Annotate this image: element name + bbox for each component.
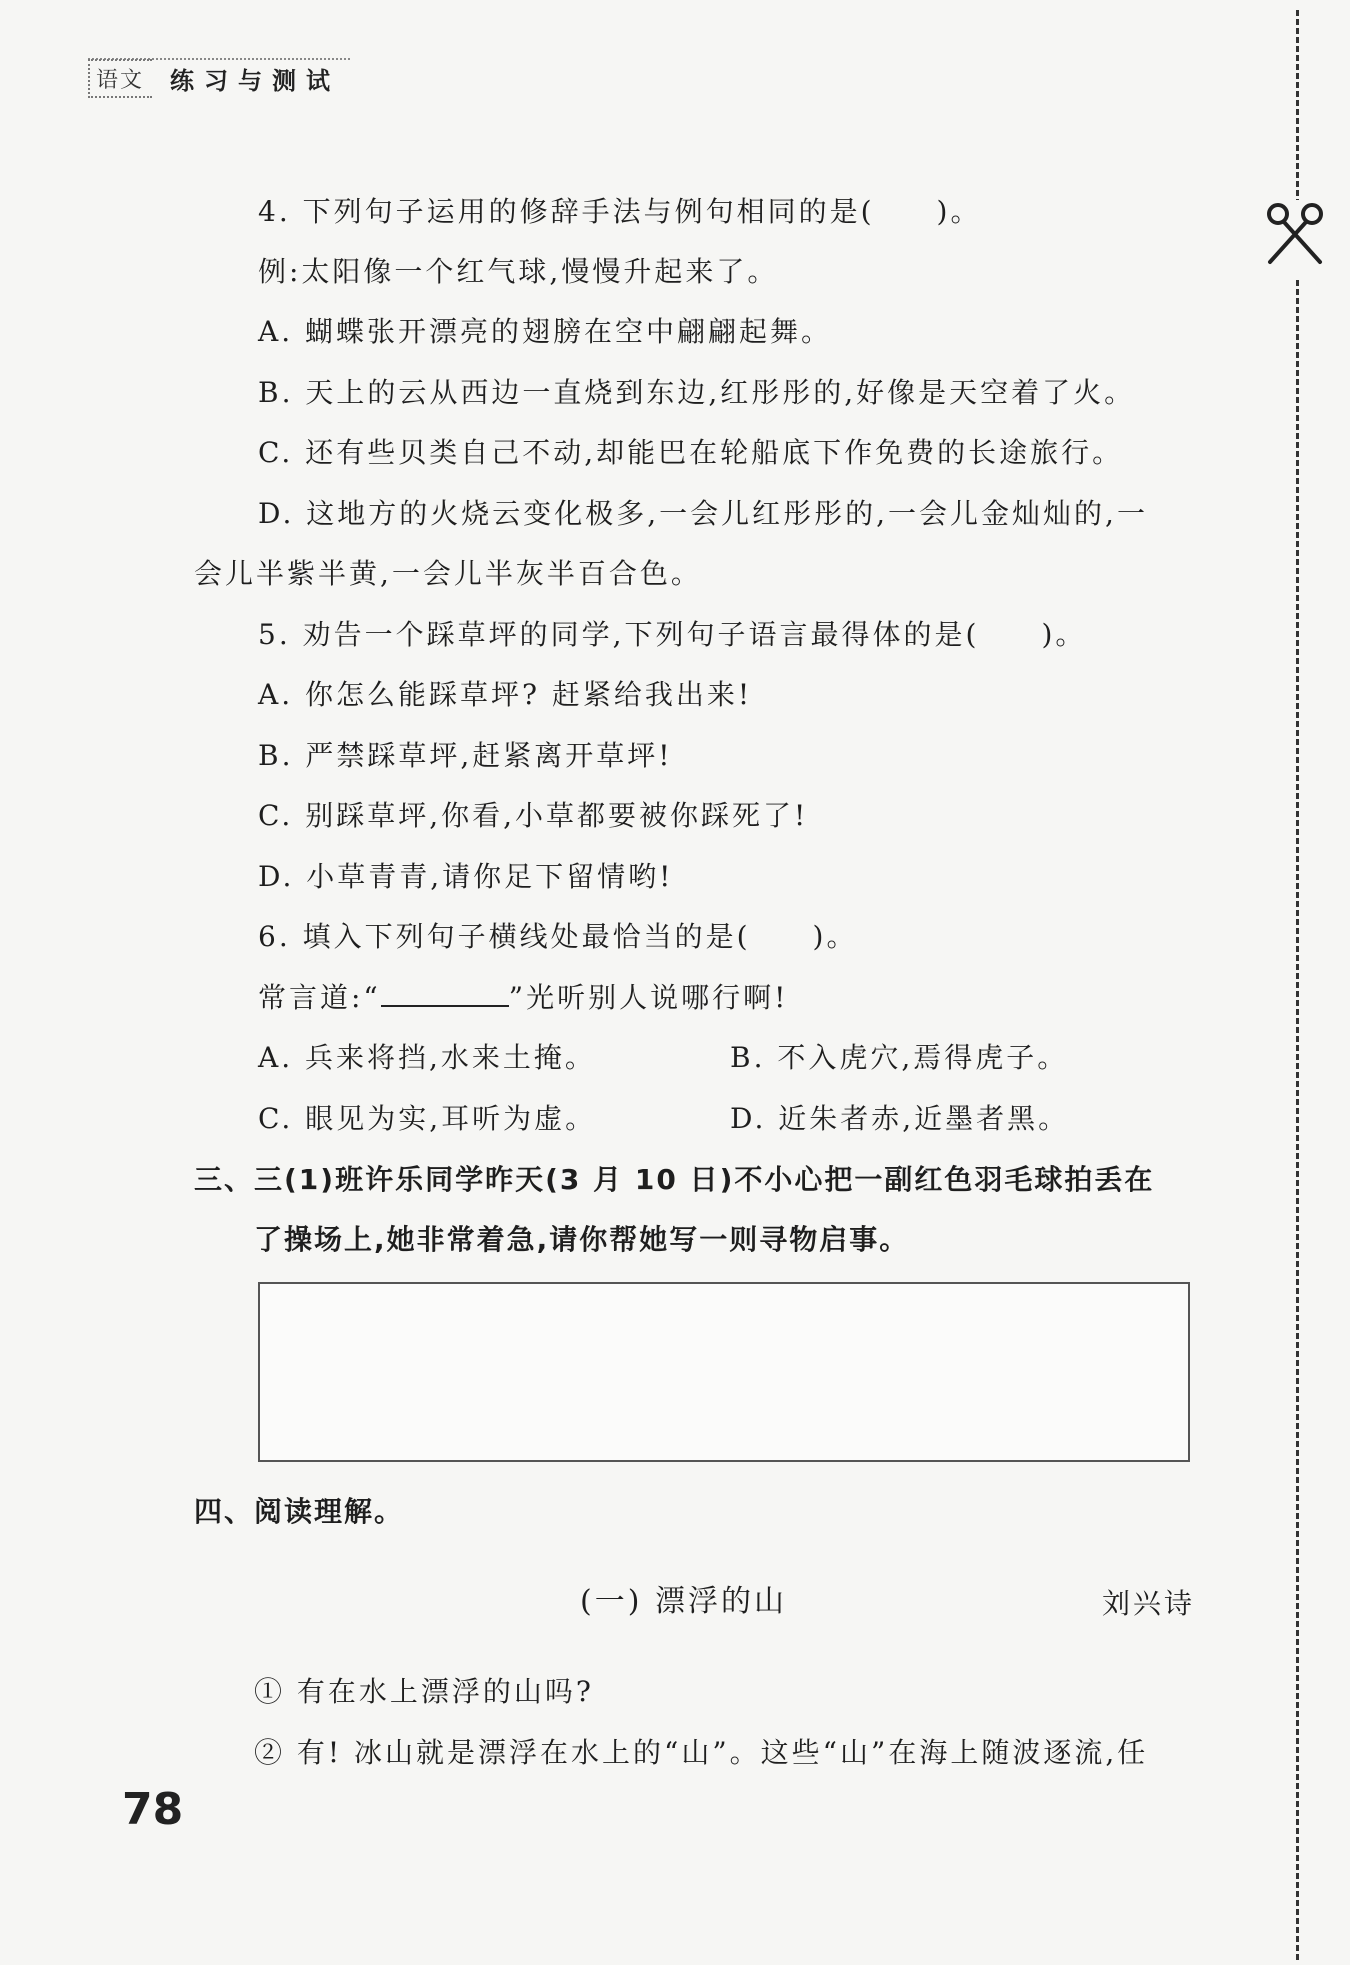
q5-option-c: C. 别踩草坪,你看,小草都要被你踩死了! [258,799,809,832]
scissors-icon [1262,200,1328,272]
section3-line1: 三、三(1)班许乐同学昨天(3 月 10 日)不小心把一副红色羽毛球拍丢在 [194,1163,1155,1196]
q6-prompt-after: ”光听别人说哪行啊! [508,981,789,1014]
q4-option-a: A. 蝴蝶张开漂亮的翅膀在空中翩翩起舞。 [258,315,833,348]
q5-option-a: A. 你怎么能踩草坪? 赶紧给我出来! [258,678,753,711]
passage-author: 刘兴诗 [1102,1587,1196,1620]
passage-title: (一) 漂浮的山 [580,1584,787,1619]
q5-stem: 5. 劝告一个踩草坪的同学,下列句子语言最得体的是( )。 [258,618,1087,651]
q6-option-b: B. 不入虎穴,焉得虎子。 [730,1041,1069,1074]
q6-prompt-before: 常言道:“ [258,981,381,1014]
q4-option-d-line1: D. 这地方的火烧云变化极多,一会儿红彤彤的,一会儿金灿灿的,一 [258,497,1148,530]
q6-option-a: A. 兵来将挡,水来土掩。 [258,1041,596,1074]
q6-prompt [258,978,788,1018]
passage-paragraph-2: ② 有! 冰山就是漂浮在水上的“山”。这些“山”在海上随波逐流,任 [254,1736,1149,1769]
q5-option-d: D. 小草青青,请你足下留情哟! [258,860,674,893]
q4-stem: 4. 下列句子运用的修辞手法与例句相同的是( )。 [258,195,982,228]
cut-line [1296,10,1299,1960]
section3-answer-box[interactable] [258,1282,1190,1462]
q4-example: 例:太阳像一个红气球,慢慢升起来了。 [258,255,779,288]
page-header [88,56,340,100]
page-number: 78 [122,1784,184,1835]
passage-paragraph-1: ① 有在水上漂浮的山吗? [254,1675,594,1708]
q4-option-c: C. 还有些贝类自己不动,却能巴在轮船底下作免费的长途旅行。 [258,436,1124,469]
q4-option-b: B. 天上的云从西边一直烧到东边,红彤彤的,好像是天空着了火。 [258,376,1136,409]
q6-option-c: C. 眼见为实,耳听为虚。 [258,1102,597,1135]
q6-option-d: D. 近朱者赤,近墨者黑。 [730,1102,1070,1135]
header-subject: 语文 [88,59,152,98]
q4-option-d-line2: 会儿半紫半黄,一会儿半灰半百合色。 [194,557,702,590]
section3-line2: 了操场上,她非常着急,请你帮她写一则寻物启事。 [254,1223,910,1256]
q6-fill-blank[interactable] [381,979,509,1007]
q6-stem: 6. 填入下列句子横线处最恰当的是( )。 [258,920,858,953]
q5-option-b: B. 严禁踩草坪,赶紧离开草坪! [258,739,673,772]
header-title: 练习与测试 [170,66,341,95]
section4-heading: 四、阅读理解。 [194,1495,405,1528]
